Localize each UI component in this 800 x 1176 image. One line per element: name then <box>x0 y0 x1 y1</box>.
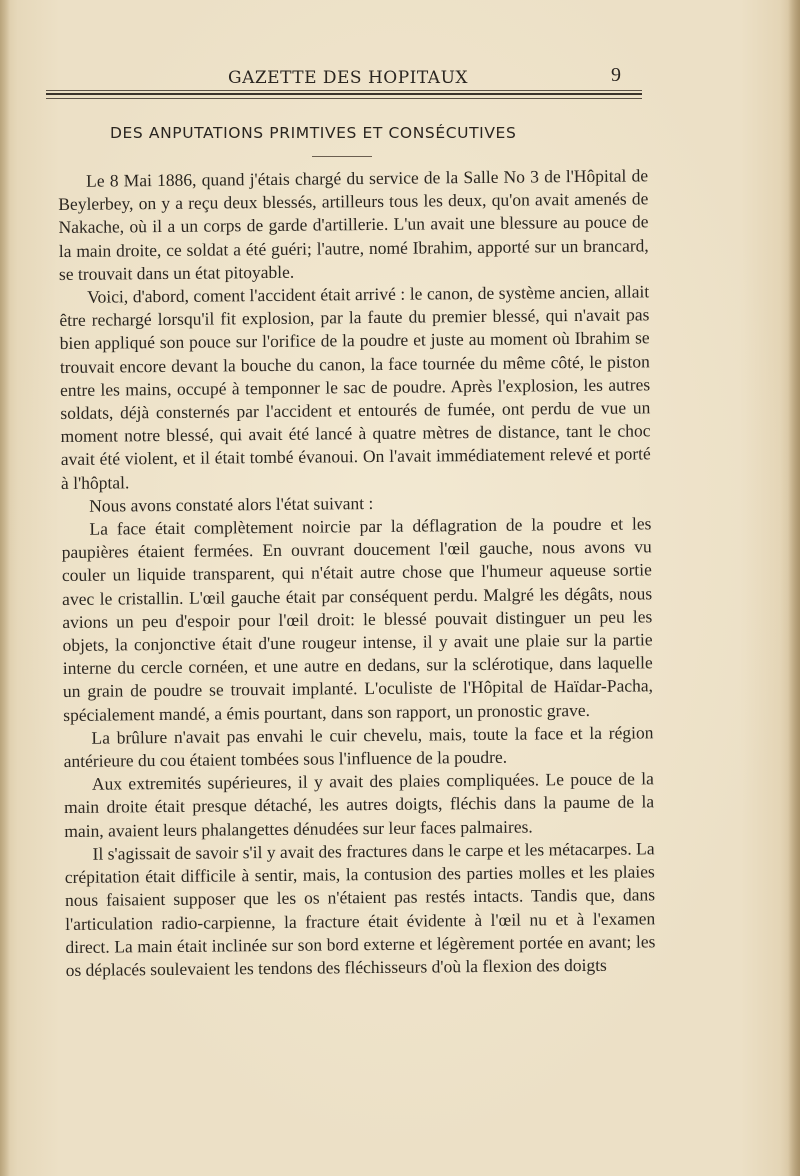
header-rule-middle <box>46 93 642 95</box>
article-body <box>58 164 656 982</box>
paragraph: Aux extremités supérieures, il y avait des plaies compliquées. Le pouce de la main droite était presque détaché, les autres doigts, fléchis dans la paume de la main, avaient leurs phalangettes dénudées sur leur faces palmaires. <box>64 768 655 841</box>
page-edge-shadow-right <box>788 0 800 1176</box>
page-number: 9 <box>611 64 621 86</box>
header-rule-top <box>46 90 642 91</box>
paragraph: Il s'agissait de savoir s'il y avait des fractures dans le carpe et les métacarpes. La crépitation était difficile à sentir, mais, la contusion des parties molles et les plaies nous faisaient supposer que les os n'étaient pas restés intacts. Tandis que, dans l'articulation radio-carpienne, la fracture était évidente à l'œil nu et à l'examen direct. La main était inclinée sur son bord externe et légèrement portée en avant; les os déplacés soulevaient les tendons des fléchisseurs d'où la flexion des doigts <box>64 838 656 980</box>
article-title: DES ANPUTATIONS PRIMTIVES ET CONSÉCUTIVES <box>110 124 517 142</box>
running-title: GAZETTE DES HOPITAUX <box>228 68 469 88</box>
title-divider <box>312 156 372 157</box>
paragraph: La face était complètement noircie par la déflagration de la poudre et les paupières étaient fermées. En ouvrant doucement l'œil gauche, nous avons vu couler un liquide transparent, qui n'était autre chose que l'humeur aqueuse sortie avec le cristallin. L'œil gauche était par conséquent perdu. Malgré les dégâts, nous avions un peu d'espoir pour l'œil droit: le blessé pouvait distinguer un peu les objets, la conjonctive était d'une rougeur intense, il y avait une plaie sur la partie interne du cercle cornéen, et une autre en dedans, sur la sclérotique, dans laquelle un grain de poudre se trouvait implanté. L'oculiste de l'Hôpital de Haïdar-Pacha, spécialement mandé, a émis pourtant, dans son rapport, un pronostic grave. <box>61 513 654 725</box>
paragraph: Voici, d'abord, coment l'accident était arrivé : le canon, de système ancien, allait être rechargé lorsqu'il fit explosion, par la faute du premier blessé, qui n'avait pas bien appliqué son pouce sur l'orifice de la poudre et juste au moment où Ibrahim se trouvait encore devant la bouche du canon, la face tournée du même côté, le piston entre les mains, occupé à temponner le sac de poudre. Après l'explosion, les autres soldats, déjà consternés par l'accident et entourés de fumée, ont perdu de vue un moment notre blessé, qui avait été lancé à quatre mètres de distance, tant le choc avait été violent, et il était tombé évanoui. On l'avait immédiatement relevé et porté à l'hôptal. <box>59 281 651 493</box>
header-rule-bottom <box>46 98 642 99</box>
paragraph: Le 8 Mai 1886, quand j'étais chargé du service de la Salle No 3 de l'Hôpital de Beylerbey, on y a reçu deux blessés, artilleurs tous les deux, qu'on avait amenés de Nakache, où il a un corps de garde d'artillerie. L'un avait une blessure au pouce de la main droite, ce soldat a été guéri; l'autre, nomé Ibrahim, apporté sur un brancard, se trouvait dans un état pitoyable. <box>58 165 649 284</box>
paragraph: Nous avons constaté alors l'état suivant : <box>89 492 374 516</box>
paragraph: La brûlure n'avait pas envahi le cuir chevelu, mais, toute la face et la région antérieure du cou étaient tombées sous l'influence de la poudre. <box>63 722 654 772</box>
page-edge-shadow-left <box>0 0 10 1176</box>
